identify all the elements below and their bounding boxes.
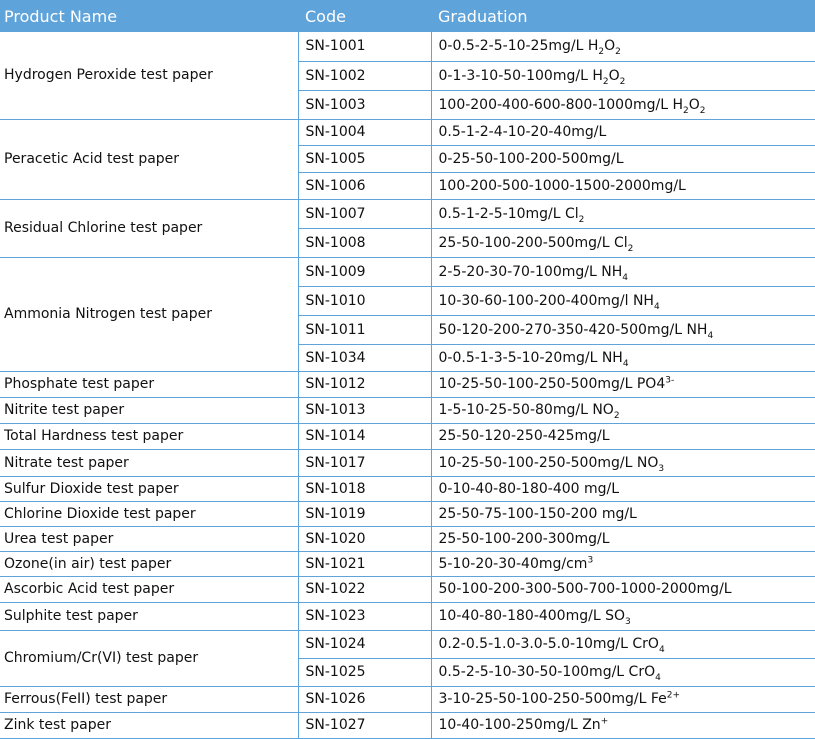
product-name: Ozone(in air) test paper	[0, 551, 298, 576]
graduation-text: 10-40-100-250mg/L Zn	[438, 717, 601, 733]
table-row	[0, 119, 815, 145]
graduation-cell	[431, 658, 815, 686]
graduation-text: 25-50-100-200-300mg/L	[438, 530, 610, 547]
product-code: SN-1014	[298, 423, 431, 449]
graduation-text: 100-200-400-600-800-1000mg/L H	[438, 96, 684, 113]
graduation-text: 5-10-20-30-40mg/cm	[438, 555, 588, 572]
graduation-text: 0-25-50-100-200-500mg/L	[438, 150, 624, 167]
table-row	[0, 712, 815, 738]
table-row	[0, 526, 815, 551]
graduation-text: 0-0.5-2-5-10-25mg/L H	[438, 38, 599, 55]
graduation-text: 0-1-3-10-50-100mg/L H	[438, 67, 603, 84]
graduation-cell	[431, 344, 815, 371]
chem-subscript: 2	[699, 105, 706, 116]
chem-subscript: 4	[622, 358, 629, 369]
graduation-cell	[431, 397, 815, 423]
graduation-text: 0.5-2-5-10-30-50-100mg/L CrO	[438, 664, 656, 680]
chem-subscript: 2	[598, 47, 605, 58]
product-name: Total Hardness test paper	[0, 423, 298, 449]
product-name: Ferrous(FeII) test paper	[0, 686, 298, 712]
table-row	[0, 576, 815, 602]
table-row	[0, 371, 815, 397]
graduation-cell	[431, 501, 815, 526]
graduation-text: 10-25-50-100-250-500mg/L NO	[438, 454, 659, 471]
graduation-cell	[431, 315, 815, 344]
header-graduation: Graduation	[431, 0, 815, 32]
graduation-text: 0.5-1-2-4-10-20-40mg/L	[438, 124, 607, 140]
product-code: SN-1005	[298, 145, 431, 172]
product-code: SN-1034	[298, 344, 431, 371]
chem-subscript: 2	[578, 214, 585, 225]
table-row	[0, 501, 815, 526]
graduation-cell	[431, 199, 815, 228]
graduation-cell	[431, 172, 815, 199]
chem-superscript: +	[600, 716, 609, 727]
product-name: Nitrate test paper	[0, 449, 298, 476]
product-code: SN-1013	[298, 397, 431, 423]
graduation-text: 10-25-50-100-250-500mg/L PO4	[438, 376, 666, 392]
product-code: SN-1021	[298, 551, 431, 576]
product-code: SN-1012	[298, 371, 431, 397]
graduation-cell	[431, 90, 815, 119]
table-row	[0, 686, 815, 712]
product-code: SN-1027	[298, 712, 431, 738]
product-code: SN-1011	[298, 315, 431, 344]
product-code: SN-1004	[298, 119, 431, 145]
graduation-cell	[431, 286, 815, 315]
chem-subscript: 2	[683, 105, 689, 116]
graduation-cell	[431, 449, 815, 476]
product-code: SN-1003	[298, 90, 431, 119]
chem-subscript: 2	[627, 243, 634, 254]
chem-symbol: O	[608, 67, 620, 84]
product-code: SN-1017	[298, 449, 431, 476]
header-product-name: Product Name	[0, 0, 298, 32]
graduation-cell	[431, 257, 815, 286]
graduation-cell	[431, 145, 815, 172]
table-row	[0, 257, 815, 286]
table-body	[0, 32, 815, 738]
table-row	[0, 32, 815, 61]
graduation-cell	[431, 423, 815, 449]
table-row	[0, 476, 815, 501]
product-code: SN-1006	[298, 172, 431, 199]
product-code: SN-1009	[298, 257, 431, 286]
graduation-text: 0.5-1-2-5-10mg/L Cl	[438, 205, 579, 222]
product-code: SN-1007	[298, 199, 431, 228]
chem-subscript: 4	[707, 330, 714, 341]
product-code: SN-1022	[298, 576, 431, 602]
product-name: Sulphite test paper	[0, 602, 298, 630]
product-name: Chlorine Dioxide test paper	[0, 501, 298, 526]
graduation-text: 0-10-40-80-180-400 mg/L	[438, 480, 620, 497]
table-row	[0, 397, 815, 423]
product-name: Ammonia Nitrogen test paper	[0, 257, 298, 371]
graduation-cell	[431, 371, 815, 397]
product-code: SN-1026	[298, 686, 431, 712]
product-code: SN-1008	[298, 228, 431, 257]
graduation-text: 0.2-0.5-1.0-3.0-5.0-10mg/L CrO	[438, 636, 659, 652]
header-code: Code	[298, 0, 431, 32]
table-row	[0, 199, 815, 228]
graduation-cell	[431, 61, 815, 90]
chem-subscript: 4	[622, 272, 628, 283]
product-name: Phosphate test paper	[0, 371, 298, 397]
product-code: SN-1025	[298, 658, 431, 686]
graduation-text: 10-40-80-180-400mg/L SO	[438, 608, 625, 624]
graduation-cell	[431, 602, 815, 630]
graduation-cell	[431, 712, 815, 738]
graduation-cell	[431, 476, 815, 501]
chem-subscript: 2	[615, 47, 621, 58]
chem-superscript: 3-	[665, 375, 675, 386]
header-row	[0, 0, 815, 32]
table-row	[0, 551, 815, 576]
product-code: SN-1024	[298, 630, 431, 658]
product-code: SN-1002	[298, 61, 431, 90]
graduation-text: 100-200-500-1000-1500-2000mg/L	[438, 177, 686, 194]
product-code: SN-1023	[298, 602, 431, 630]
table-row	[0, 449, 815, 476]
chem-subscript: 3	[658, 463, 665, 474]
graduation-text: 0-0.5-1-3-5-10-20mg/L NH	[438, 349, 623, 366]
graduation-text: 10-30-60-100-200-400mg/l NH	[438, 292, 654, 309]
chem-superscript: 3	[587, 554, 594, 565]
chem-subscript: 4	[653, 301, 660, 312]
product-name: Hydrogen Peroxide test paper	[0, 32, 298, 119]
product-name: Peracetic Acid test paper	[0, 119, 298, 199]
graduation-text: 25-50-75-100-150-200 mg/L	[438, 505, 637, 522]
table-row	[0, 602, 815, 630]
chem-symbol: O	[604, 38, 616, 55]
chem-subscript: 2	[613, 410, 620, 421]
graduation-text: 50-120-200-270-350-420-500mg/L NH	[438, 321, 708, 338]
product-code: SN-1018	[298, 476, 431, 501]
product-code: SN-1019	[298, 501, 431, 526]
chem-subscript: 4	[655, 672, 661, 683]
product-name: Residual Chlorine test paper	[0, 199, 298, 257]
graduation-cell	[431, 32, 815, 61]
graduation-text: 2-5-20-30-70-100mg/L NH	[438, 263, 623, 280]
chem-superscript: 2+	[666, 690, 680, 701]
graduation-text: 25-50-100-200-500mg/L Cl	[438, 234, 628, 251]
chem-subscript: 2	[602, 76, 609, 87]
graduation-text: 3-10-25-50-100-250-500mg/L Fe	[438, 691, 667, 707]
graduation-cell	[431, 686, 815, 712]
chem-subscript: 4	[658, 644, 665, 655]
graduation-cell	[431, 576, 815, 602]
product-code: SN-1020	[298, 526, 431, 551]
product-name: Zink test paper	[0, 712, 298, 738]
product-name: Ascorbic Acid test paper	[0, 576, 298, 602]
graduation-text: 50-100-200-300-500-700-1000-2000mg/L	[438, 581, 732, 597]
product-name: Sulfur Dioxide test paper	[0, 476, 298, 501]
chem-symbol: O	[688, 96, 700, 113]
product-name: Nitrite test paper	[0, 397, 298, 423]
table-row	[0, 423, 815, 449]
table-row	[0, 630, 815, 658]
graduation-cell	[431, 630, 815, 658]
product-name: Urea test paper	[0, 526, 298, 551]
graduation-text: 1-5-10-25-50-80mg/L NO	[438, 402, 614, 418]
chem-subscript: 2	[619, 76, 626, 87]
graduation-cell	[431, 551, 815, 576]
graduation-cell	[431, 526, 815, 551]
product-name: Chromium/Cr(VI) test paper	[0, 630, 298, 686]
chem-subscript: 3	[625, 616, 631, 627]
product-code: SN-1001	[298, 32, 431, 61]
product-code: SN-1010	[298, 286, 431, 315]
graduation-cell	[431, 119, 815, 145]
graduation-text: 25-50-120-250-425mg/L	[438, 428, 610, 444]
graduation-cell	[431, 228, 815, 257]
